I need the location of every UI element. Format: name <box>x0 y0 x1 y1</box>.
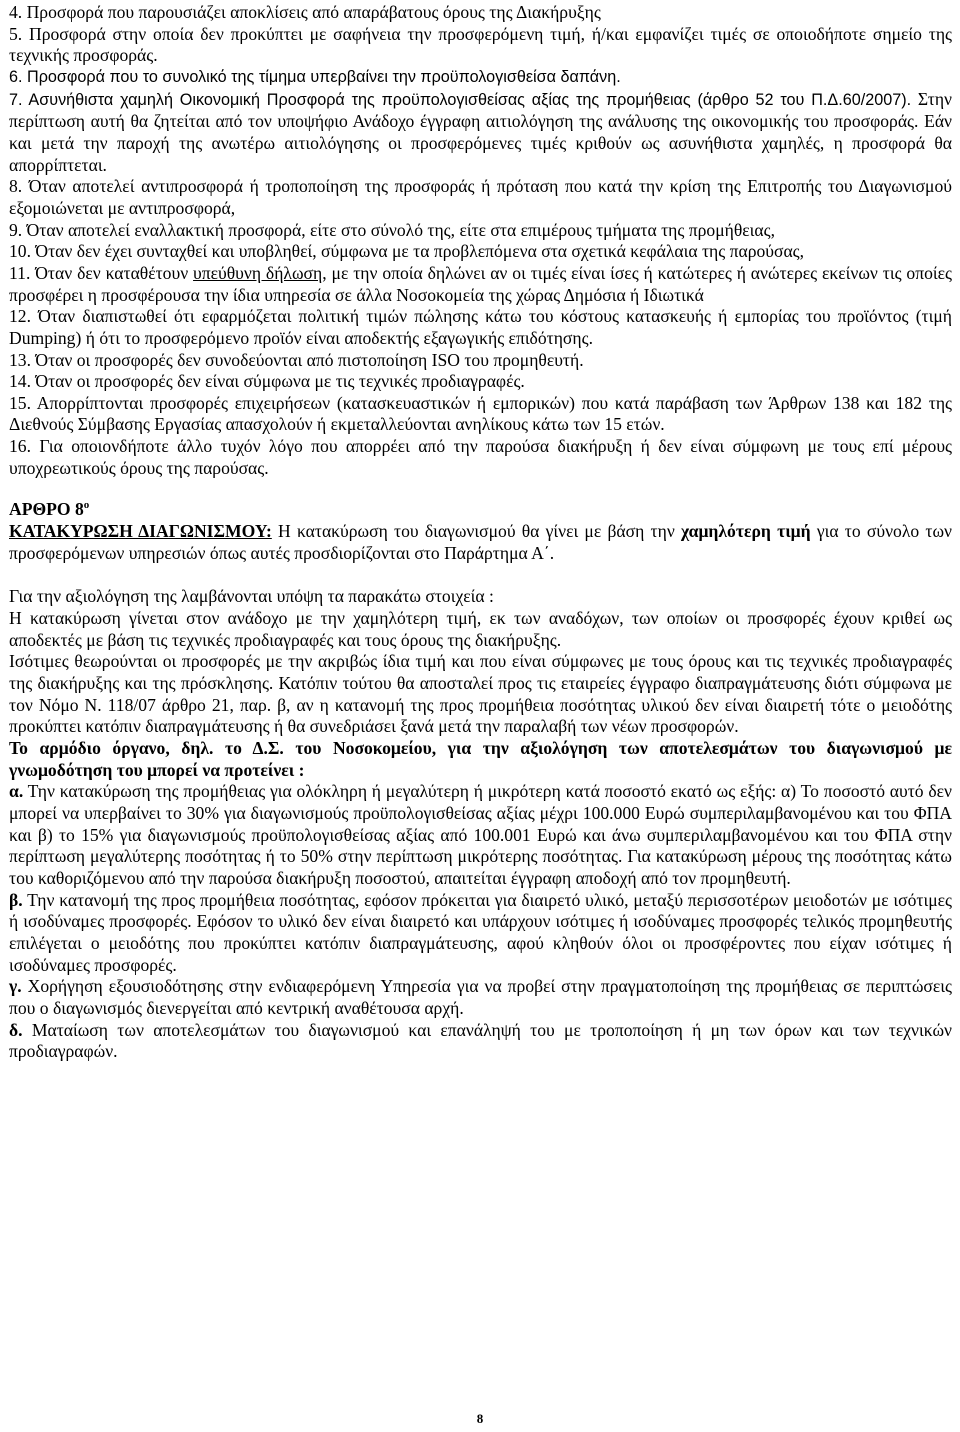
exclusion-list <box>9 2 952 479</box>
option-alpha <box>9 781 952 889</box>
option-gamma-text: Χορήγηση εξουσιοδότησης στην ενδιαφερόμενη Υπηρεσία για να προβεί στην πραγματοποίηση της προμήθειας σε περιπτώσεις που ο διαγωνισμός διενεργείται από κεντρική αναθέτουσα αρχή. <box>9 976 952 1018</box>
exclusion-item-15: 15. Απορρίπτονται προσφορές επιχειρήσεων (κατασκευαστικών ή εμπορικών) που κατά παράβαση των Άρθρων 138 και 182 της Διεθνούς Σύμβασης Εργασίας απασχολούν ή εκμεταλλεύονται ανηλίκους κάτω των 15 ετών. <box>9 392 952 435</box>
exclusion-item-7-lead: 7. Ασυνήθιστα χαμηλή Οικονομική Προσφορά της προϋπολογισθείσας αξίας της προμήθειας (άρθρο 52 του Π.Δ.60/2007). <box>9 90 912 109</box>
exclusion-item-7-detail: Στην περίπτωση αυτή θα ζητείται από τον υποψήφιο Ανάδοχο έγγραφη αιτιολόγηση της ανάλυσης της οικονομικής του προσφοράς. Εάν και μετά την παροχή της ανωτέρω αιτιολόγησης οι προσφερόμενες τιμές κριθούν ως ασυνήθιστα χαμηλές, η προσφορά θα απορρίπτεται. <box>9 88 952 175</box>
award-paragraph <box>9 521 952 564</box>
exclusion-item-11 <box>9 263 952 306</box>
exclusion-item-16: 16. Για οποιονδήποτε άλλο τυχόν λόγο που απορρέει από την παρούσα διακήρυξη ή δεν είναι σύμφωνη με τους επί μέρους υποχρεωτικούς όρους της παρούσας. <box>9 436 952 478</box>
organ-paragraph: Το αρμόδιο όργανο, δηλ. το Δ.Σ. του Νοσοκομείου, για την αξιολόγηση των αποτελεσμάτων του διαγωνισμού με γνωμοδότηση του μπορεί να προτείνει : <box>9 738 952 780</box>
eval-paragraph-2: Ισότιμες θεωρούνται οι προσφορές με την ακριβώς ίδια τιμή και που είναι σύμφωνες με τους όρους και τις τεχνικές προδιαγραφές της διακήρυξης και της πρόσκλησης. Κατόπιν τούτου θα αποσταλεί προς τις εταιρείες έγγραφο διαπραγμάτευσης διότι σύμφωνα με τον Νόμο Ν. 118/07 άρθρο 21, παρ. β, αν η κατανομή της προς προμήθεια ποσότητας υλικού δεν είναι διαιρετή τότε ο μειοδότης προκύπτει κατόπιν διαπραγμάτευσης ή θα συνεδριάσει ξανά μετά την παραλαβή των νέων προσφορών. <box>9 651 952 737</box>
option-beta-text: Την κατανομή της προς προμήθεια ποσότητας, εφόσον πρόκειται για διαιρετό υλικό, μεταξύ περισσοτέρων μειοδοτών με ισότιμες ή ισοδύναμες προσφορές. Εφόσον το υλικό δεν είναι διαιρετό και υπάρχουν ισότιμες ή ισοδύναμες προσφορές τελικός προμηθευτής επιλέγεται ο μειοδότης που προκύπτει κατόπιν διαπραγμάτευσης, αφού κληθούν όλοι οι προσφέροντες που είχαν ισότιμες ή ισοδύναμες προσφορές. <box>9 889 952 975</box>
exclusion-item-5: 5. Προσφορά στην οποία δεν προκύπτει με σαφήνεια την προσφερόμενη τιμή, ή/και εμφανίζει τιμές σε οποιοδήποτε σημείο της τεχνικής προσφοράς. <box>9 23 952 66</box>
option-delta <box>9 1020 952 1063</box>
exclusion-item-4: 4. Προσφορά που παρουσιάζει αποκλίσεις από απαράβατους όρους της Διακήρυξης <box>9 2 601 22</box>
article-title <box>9 499 952 521</box>
exclusion-item-12: 12. Όταν διαπιστωθεί ότι εφαρμόζεται πολιτική τιμών πώλησης κάτω του κόστους κατασκευής ή εμπορίας του προϊόντος (τιμή Dumping) ή ότι το προσφερόμενο προϊόν είναι αποδεκτής εξαγωγικής επιδότησης. <box>9 306 952 348</box>
exclusion-item-11-underlined: υπεύθυνη δήλωση <box>193 262 323 283</box>
option-gamma-label: γ. <box>9 976 22 997</box>
eval-paragraph-1: Η κατακύρωση γίνεται στον ανάδοχο με την χαμηλότερη τιμή, εκ των αναδόχων, των οποίων οι προσφορές έχουν κριθεί ως αποδεκτές με βάση τις τεχνικές προδιαγραφές και τους όρους της διακήρυξης. <box>9 608 952 650</box>
spacer <box>9 564 952 586</box>
award-label: ΚΑΤΑΚΥΡΩΣΗ ΔΙΑΓΩΝΙΣΜΟΥ: <box>9 521 272 542</box>
option-alpha-label: α. <box>9 781 24 802</box>
article-title-sup: ο <box>83 499 90 512</box>
option-gamma <box>9 976 952 1019</box>
exclusion-item-13: 13. Όταν οι προσφορές δεν συνοδεύονται από πιστοποίηση ISO του προμηθευτή. <box>9 349 584 370</box>
exclusion-item-8: 8. Όταν αποτελεί αντιπροσφορά ή τροποποίηση της προσφοράς ή πρόταση που κατά την κρίση της Επιτροπής του Διαγωνισμού εξομοιώνεται με αντιπροσφορά, <box>9 176 952 218</box>
award-bold: χαμηλότερη τιμή <box>681 521 811 542</box>
option-beta <box>9 890 952 977</box>
exclusion-item-11-rest: , με την οποία δηλώνει αν οι τιμές είναι ίσες ή κατώτερες ή ανώτερες εκείνων τις οποίες προσφέρει η προσφέρουσα την ίδια υπηρεσία σε άλλα Νοσοκομεία της χώρας Δημόσια ή Ιδιωτικά <box>9 262 952 305</box>
exclusion-item-9: 9. Όταν αποτελεί εναλλακτική προσφορά, είτε στο σύνολό της, είτε στα επιμέρους τμήματα της προμήθειας, <box>9 219 775 240</box>
page-number: 8 <box>476 1411 484 1426</box>
option-delta-text: Ματαίωση των αποτελεσμάτων του διαγωνισμού και επανάληψή του με τροποποίηση ή μη των όρων και των τεχνικών προδιαγραφών. <box>9 1019 952 1062</box>
option-delta-label: δ. <box>9 1019 23 1040</box>
article-title-text: ΑΡΘΡΟ 8 <box>9 499 84 520</box>
eval-intro: Για την αξιολόγηση της λαμβάνονται υπόψη τα παρακάτω στοιχεία : <box>9 586 494 607</box>
award-text-a: Η κατακύρωση του διαγωνισμού θα γίνει με βάση την <box>271 521 681 542</box>
option-alpha-text: Την κατακύρωση της προμήθειας για ολόκληρη ή μεγαλύτερη ή μικρότερη κατά ποσοστό εκατό ως εξής: α) Το ποσοστό αυτό δεν μπορεί να υπερβαίνει το 30% για διαγωνισμούς προϋπολογισθείσας αξίας μέχρι 100.000 Ευρώ συμπεριλαμβανομένου και του ΦΠΑ και β) το 15% για διαγωνισμούς προϋπολογισθείσας αξίας από 100.001 Ευρώ και άνω συμπεριλαμβανομένου και του ΦΠΑ στην περίπτωση μεγαλύτερης ποσότητας ή το 50% στην περίπτωση μικρότερης ποσότητας. Για κατακύρωση μέρους της ποσότητας κάτω του καθοριζόμενου από την παρούσα διακήρυξη ποσοστού, απαιτείται έγγραφη αποδοχή από τον προμηθευτή. <box>9 781 952 888</box>
exclusion-item-7 <box>9 89 952 177</box>
option-beta-label: β. <box>9 889 23 910</box>
spacer <box>9 479 952 499</box>
exclusion-item-14: 14. Όταν οι προσφορές δεν είναι σύμφωνα με τις τεχνικές προδιαγραφές. <box>9 371 525 392</box>
exclusion-item-11-lead: 11. Όταν δεν καταθέτουν <box>9 262 194 283</box>
award-text-b: για το σύνολο των προσφερόμενων υπηρεσιών όπως αυτές προσδιορίζονται στο Παράρτημα Α΄. <box>9 521 953 563</box>
exclusion-item-6: 6. Προσφορά που το συνολικό της τίμημα υπερβαίνει την προϋπολογισθείσα δαπάνη. <box>9 67 621 86</box>
exclusion-item-10: 10. Όταν δεν έχει συνταχθεί και υποβληθεί, σύμφωνα με τα προβλεπόμενα στα σχετικά κεφάλαια της παρούσας, <box>9 241 805 262</box>
